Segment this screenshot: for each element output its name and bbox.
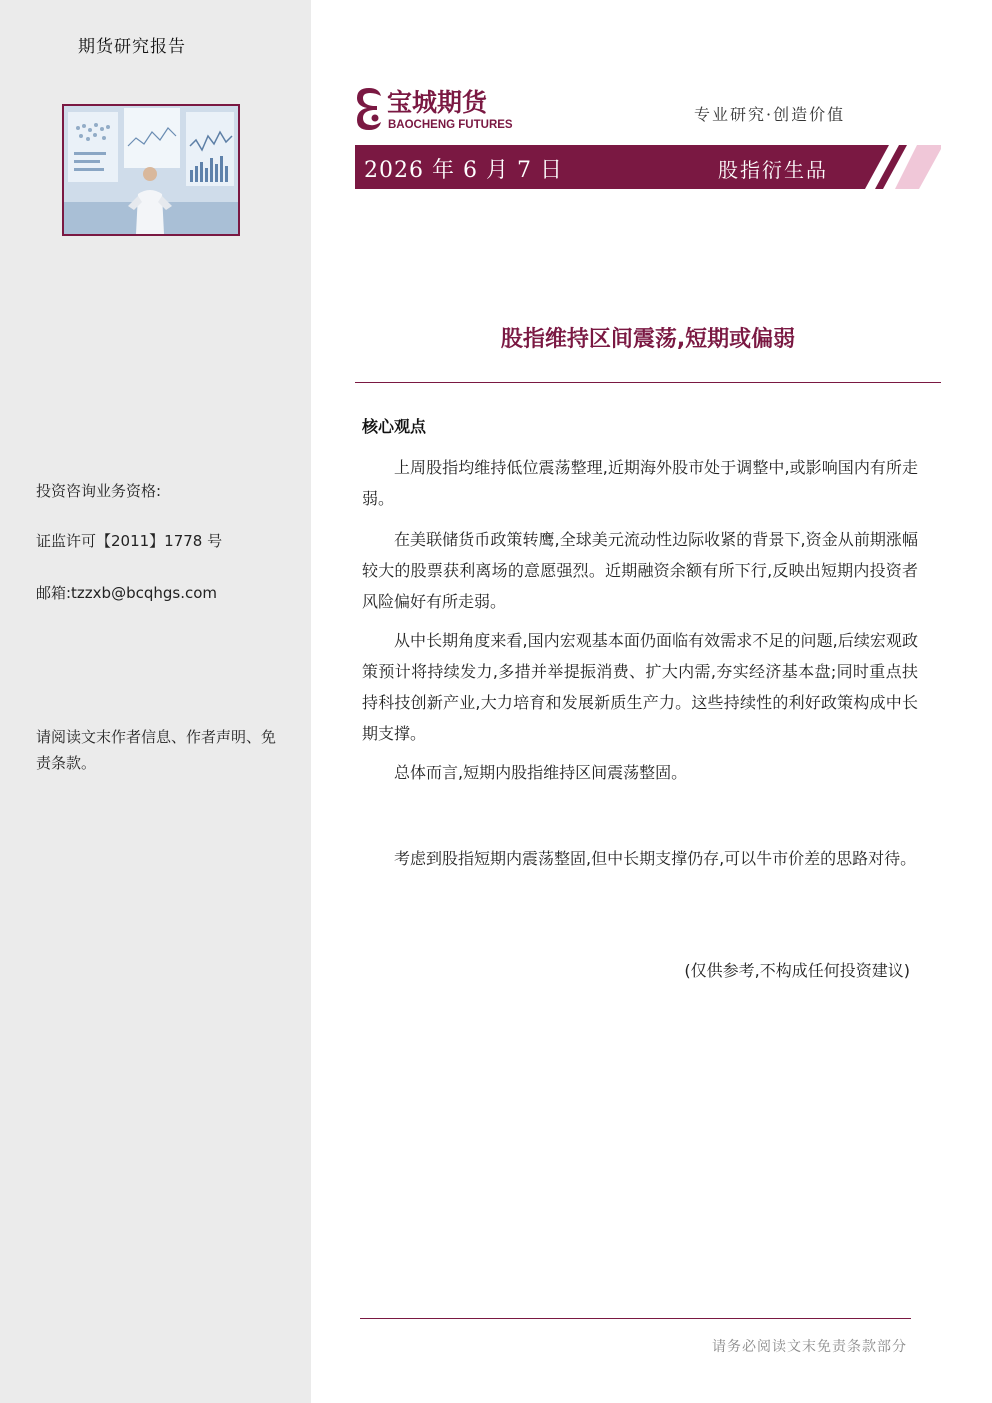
- analyst-screens-illustration: [64, 106, 238, 234]
- investment-disclaimer: (仅供参考,不构成任何投资建议): [684, 961, 910, 980]
- report-title: 股指维持区间震荡,短期或偏弱: [500, 327, 796, 352]
- slogan: 专业研究·创造价值: [694, 105, 846, 124]
- paragraph-1: 上周股指均维持低位震荡整理,近期海外股市处于调整中,或影响国内有所走弱。: [362, 458, 918, 508]
- report-type-label: 期货研究报告: [78, 37, 186, 57]
- report-date: 2026 年 6 月 7 日: [364, 158, 563, 183]
- cover-image: [62, 104, 240, 236]
- footer-note: 请务必阅读文末免责条款部分: [712, 1339, 907, 1355]
- paragraph-4: 总体而言,短期内股指维持区间震荡整固。: [394, 763, 688, 782]
- logo-chinese-name: 宝城期货: [387, 88, 488, 117]
- title-divider: [355, 382, 941, 383]
- logo-emblem-icon: [357, 88, 381, 130]
- sidebar-notice: 请阅读文末作者信息、作者声明、免责条款。: [36, 728, 277, 772]
- contact-email: 邮箱:tzzxb@bcqhgs.com: [36, 584, 218, 602]
- logo-english-name: BAOCHENG FUTURES: [388, 119, 513, 131]
- license-number: 证监许可【2011】1778 号: [36, 532, 223, 550]
- baocheng-logo: [355, 84, 525, 134]
- paragraph-5: 考虑到股指短期内震荡整固,但中长期支撑仍存,可以牛市价差的思路对待。: [394, 849, 917, 868]
- paragraph-2: 在美联储货币政策转鹰,全球美元流动性边际收紧的背景下,资金从前期涨幅较大的股票获利离场的意愿强烈。近期融资余额有所下行,反映出短期内投资者风险偏好有所走弱。: [362, 530, 918, 611]
- paragraph-3: 从中长期角度来看,国内宏观基本面仍面临有效需求不足的问题,后续宏观政策预计将持续发力,多措并举提振消费、扩大内需,夯实经济基本盘;同时重点扶持科技创新产业,大力培育和发展新质生产力。这些持续性的利好政策构成中长期支撑。: [362, 631, 918, 743]
- report-category: 股指衍生品: [718, 158, 828, 182]
- qualification-label: 投资咨询业务资格:: [36, 482, 162, 500]
- section-heading: 核心观点: [362, 417, 427, 436]
- footer-divider: [360, 1318, 911, 1319]
- sidebar: [0, 0, 311, 1403]
